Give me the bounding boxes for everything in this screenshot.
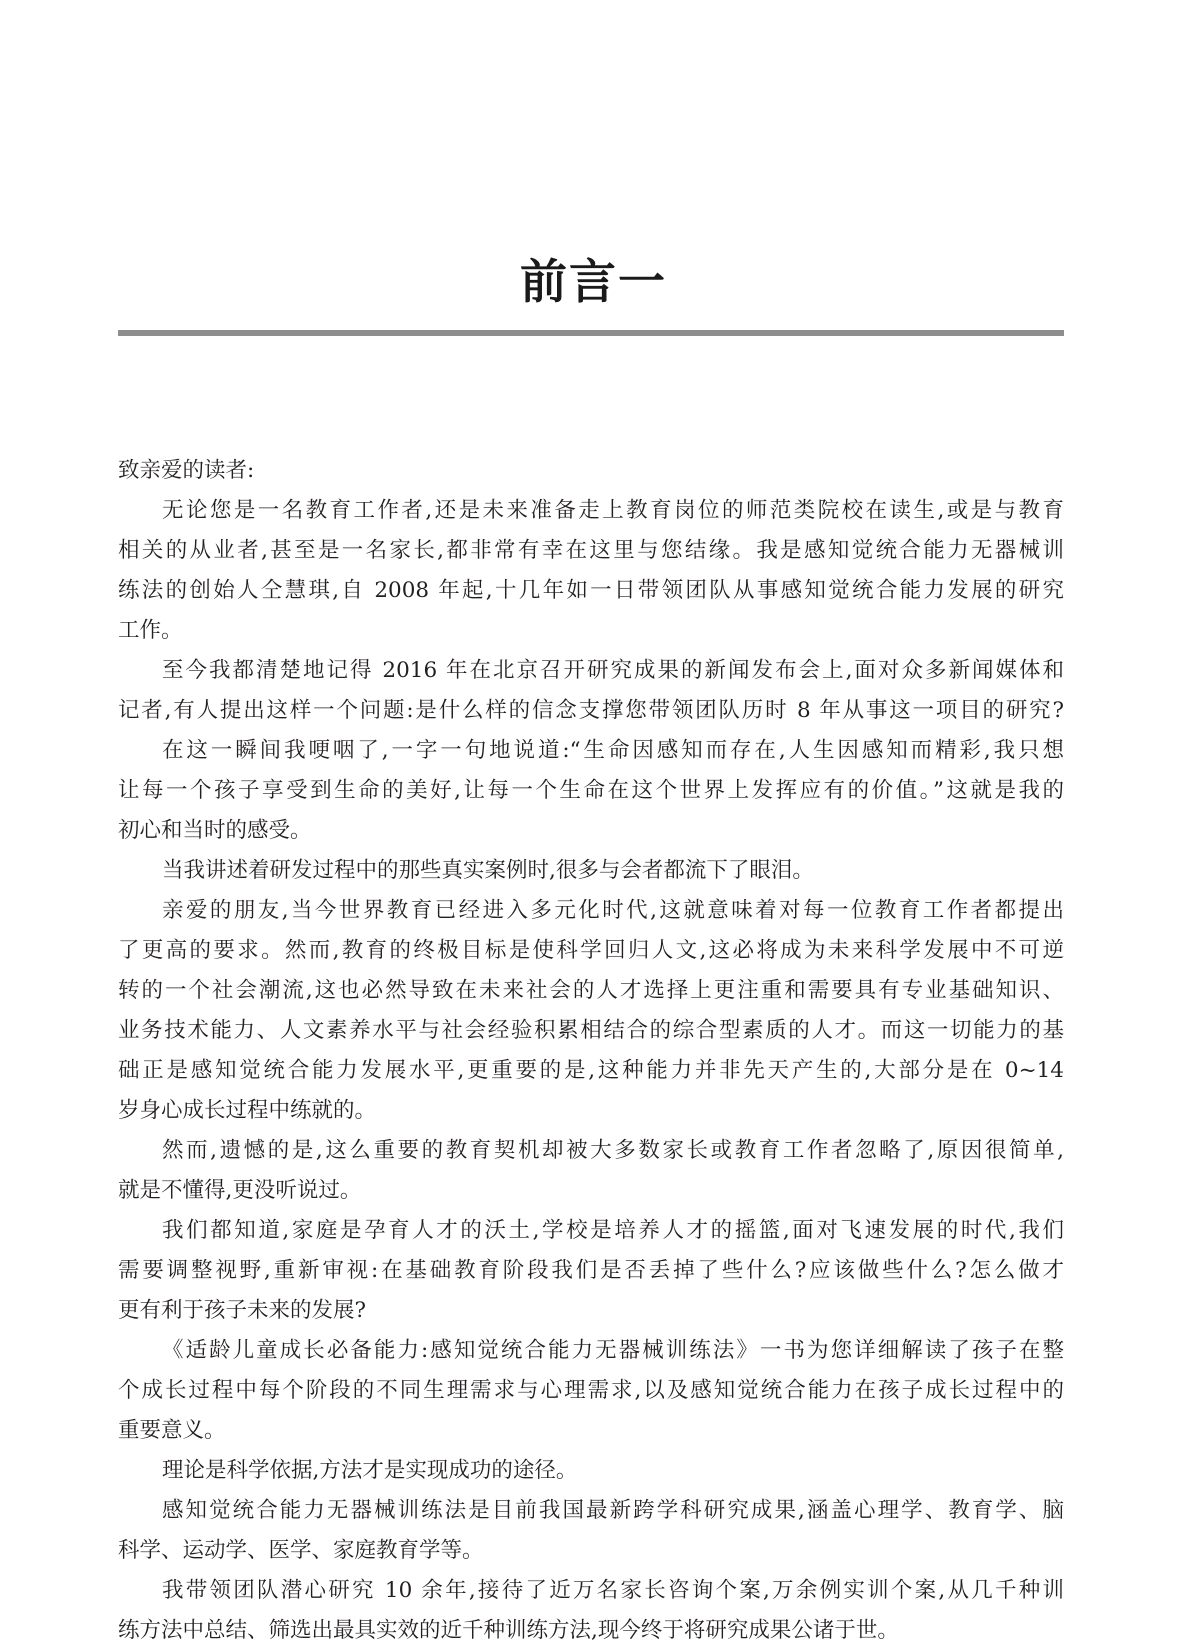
text-line: 了更高的要求。然而,教育的终极目标是使科学回归人文,这必将成为未来科学发展中不可逆: [118, 938, 1064, 963]
text-line: 让每一个孩子享受到生命的美好,让每一个生命在这个世界上发挥应有的价值。”这就是我的: [118, 778, 1064, 803]
text-line: 亲爱的朋友,当今世界教育已经进入多元化时代,这就意味着对每一位教育工作者都提出: [162, 898, 1064, 923]
text-line: 个成长过程中每个阶段的不同生理需求与心理需求,以及感知觉统合能力在孩子成长过程中的: [118, 1378, 1064, 1403]
text-line: 我们都知道,家庭是孕育人才的沃土,学校是培养人才的摇篮,面对飞速发展的时代,我们: [162, 1218, 1064, 1243]
text-line: 我带领团队潜心研究 10 余年,接待了近万名家长咨询个案,万余例实训个案,从几千种训: [162, 1578, 1064, 1603]
text-line: 相关的从业者,甚至是一名家长,都非常有幸在这里与您结缘。我是感知觉统合能力无器械训: [118, 538, 1064, 563]
text-line: 当我讲述着研发过程中的那些真实案例时,很多与会者都流下了眼泪。: [162, 858, 814, 883]
text-line: 础正是感知觉统合能力发展水平,更重要的是,这种能力并非先天产生的,大部分是在 0~14: [118, 1058, 1064, 1083]
text-line: 无论您是一名教育工作者,还是未来准备走上教育岗位的师范类院校在读生,或是与教育: [162, 498, 1064, 523]
text-line: 业务技术能力、人文素养水平与社会经验积累相结合的综合型素质的人才。而这一切能力的基: [118, 1018, 1064, 1043]
text-line: 科学、运动学、医学、家庭教育学等。: [118, 1538, 484, 1563]
text-line: 岁身心成长过程中练就的。: [118, 1098, 377, 1123]
text-line: 理论是科学依据,方法才是实现成功的途径。: [162, 1458, 578, 1483]
text-line: 重要意义。: [118, 1418, 226, 1443]
text-line: 转的一个社会潮流,这也必然导致在未来社会的人才选择上更注重和需要具有专业基础知识、: [118, 978, 1064, 1003]
text-line: 记者,有人提出这样一个问题:是什么样的信念支撑您带领团队历时 8 年从事这一项目的研究?: [118, 698, 1064, 723]
text-line: 感知觉统合能力无器械训练法是目前我国最新跨学科研究成果,涵盖心理学、教育学、脑: [162, 1498, 1064, 1523]
salutation: 致亲爱的读者:: [118, 458, 255, 483]
text-line: 在这一瞬间我哽咽了,一字一句地说道:“生命因感知而存在,人生因感知而精彩,我只想: [162, 738, 1064, 763]
text-line: 就是不懂得,更没听说过。: [118, 1178, 362, 1203]
text-line: 更有利于孩子未来的发展?: [118, 1298, 367, 1323]
preface-body: [118, 451, 1064, 1651]
text-line: 初心和当时的感受。: [118, 818, 312, 843]
text-line: 《适龄儿童成长必备能力:感知觉统合能力无器械训练法》一书为您详细解读了孩子在整: [162, 1338, 1064, 1363]
text-line: 然而,遗憾的是,这么重要的教育契机却被大多数家长或教育工作者忽略了,原因很简单,: [162, 1138, 1064, 1163]
title-divider: [118, 330, 1064, 336]
text-line: 需要调整视野,重新审视:在基础教育阶段我们是否丢掉了些什么?应该做些什么?怎么做才: [118, 1258, 1064, 1283]
page-title: 前言一: [520, 255, 667, 310]
text-line: 至今我都清楚地记得 2016 年在北京召开研究成果的新闻发布会上,面对众多新闻媒体和: [162, 658, 1064, 683]
text-line: 工作。: [118, 618, 183, 643]
text-line: 练法的创始人仝慧琪,自 2008 年起,十几年如一日带领团队从事感知觉统合能力发展的研究: [118, 578, 1064, 603]
text-line: 练方法中总结、筛选出最具实效的近千种训练方法,现今终于将研究成果公诸于世。: [118, 1618, 899, 1643]
